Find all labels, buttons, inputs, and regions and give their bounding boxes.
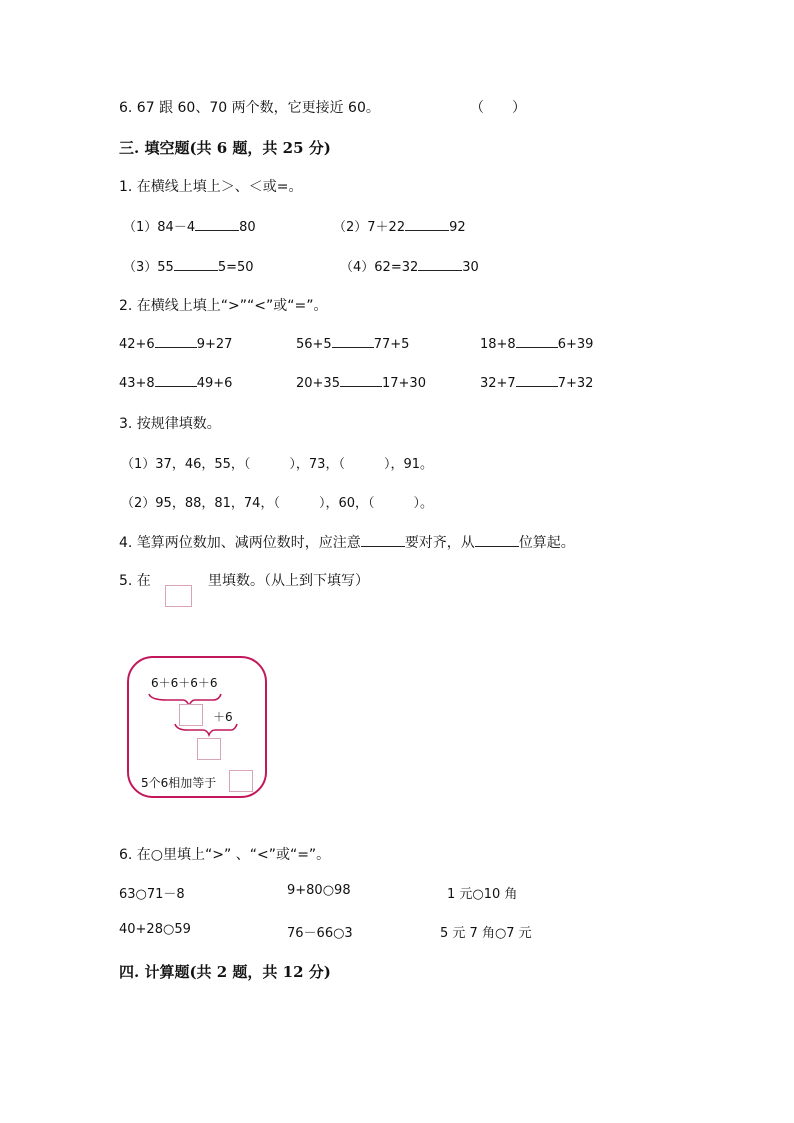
answer-box-3[interactable] xyxy=(229,770,253,792)
q4-text-3: 位算起。 xyxy=(518,535,575,551)
q1-item-3-left: （3）55 xyxy=(123,260,174,275)
answer-blank[interactable] xyxy=(516,335,558,348)
q2-item xyxy=(119,374,232,391)
q1-item-1-left: （1）84－4 xyxy=(123,220,196,235)
question-text: 6. 67 跟 60、70 两个数，它更接近 60。 xyxy=(119,100,380,116)
answer-blank[interactable] xyxy=(340,374,382,387)
q2-right: 7+32 xyxy=(557,376,594,391)
q2-left: 43+8 xyxy=(119,376,155,391)
answer-blank[interactable] xyxy=(155,335,197,348)
q3-line-1: （1）37，46，55，（ ），73，（ ），91。 xyxy=(121,457,433,472)
q2-left: 56+5 xyxy=(296,337,332,352)
question-5-post: 里填数。（从上到下填写） xyxy=(208,573,369,589)
q1-item-4-right: 30 xyxy=(462,260,479,275)
q1-item-2-left: （2）7＋22 xyxy=(333,220,406,235)
q2-right: 17+30 xyxy=(381,376,426,391)
answer-blank[interactable] xyxy=(361,534,405,547)
q1-item-1-right: 80 xyxy=(239,220,256,235)
q1-item-4-left: （4）62=32 xyxy=(340,260,419,275)
answer-box-2[interactable] xyxy=(197,738,221,760)
answer-blank[interactable] xyxy=(195,218,239,231)
q6-item: 76－66○3 xyxy=(287,926,353,941)
q2-left: 42+6 xyxy=(119,337,155,352)
question-4 xyxy=(119,532,575,552)
q2-item xyxy=(296,374,426,391)
figure-expression: 6＋6＋6＋6 xyxy=(151,676,218,690)
question-2-title: 2. 在横线上填上“>”“<”或“=”。 xyxy=(119,298,328,314)
q2-right: 49+6 xyxy=(196,376,233,391)
q2-item xyxy=(480,335,593,352)
answer-parentheses: （ ） xyxy=(470,100,526,116)
q2-right: 9+27 xyxy=(196,337,233,352)
answer-blank[interactable] xyxy=(405,218,449,231)
q6-item: 9+80○98 xyxy=(287,883,351,898)
answer-blank[interactable] xyxy=(155,374,197,387)
question-1-title: 1. 在横线上填上＞、＜或=。 xyxy=(119,179,303,195)
q6-item: 1 元○10 角 xyxy=(447,887,518,902)
q2-left: 20+35 xyxy=(296,376,340,391)
question-5-pre: 5. 在 xyxy=(119,573,151,589)
q3-line-2: （2）95，88，81，74，（ ），60，（ ）。 xyxy=(121,496,433,511)
answer-blank[interactable] xyxy=(516,374,558,387)
q6-item: 63○71－8 xyxy=(119,887,185,902)
q2-item xyxy=(480,374,593,391)
answer-box-1[interactable] xyxy=(179,704,203,726)
q2-item xyxy=(296,335,409,352)
question-3-title: 3. 按规律填数。 xyxy=(119,416,221,432)
figure-bottom-text: 5个6相加等于 xyxy=(141,776,217,790)
answer-box-sample xyxy=(165,585,192,607)
q1-item-2 xyxy=(333,216,466,235)
q5-figure-card xyxy=(127,656,267,798)
q4-text-1: 4. 笔算两位数加、减两位数时，应注意 xyxy=(119,535,361,551)
q4-text-2: 要对齐，从 xyxy=(404,535,475,551)
q1-item-4 xyxy=(340,256,479,275)
q6-item: 40+28○59 xyxy=(119,922,191,937)
q1-item-3-right: 5=50 xyxy=(217,260,254,275)
answer-blank[interactable] xyxy=(174,258,218,271)
q2-left: 32+7 xyxy=(480,376,516,391)
q2-right: 6+39 xyxy=(557,337,594,352)
question-6-previous xyxy=(119,97,380,117)
section-heading-3: 三. 填空题(共 6 题，共 25 分) xyxy=(119,139,331,157)
q1-item-3 xyxy=(123,256,254,275)
q1-item-2-right: 92 xyxy=(449,220,466,235)
answer-blank[interactable] xyxy=(332,335,374,348)
answer-blank[interactable] xyxy=(418,258,462,271)
q2-left: 18+8 xyxy=(480,337,516,352)
section-heading-4: 四. 计算题(共 2 题，共 12 分) xyxy=(119,963,331,981)
answer-blank[interactable] xyxy=(475,534,519,547)
q2-item xyxy=(119,335,232,352)
figure-plus-six: ＋6 xyxy=(213,710,233,724)
q1-item-1 xyxy=(123,216,256,235)
q2-right: 77+5 xyxy=(373,337,410,352)
question-6-title: 6. 在○里填上“>” 、“<”或“=”。 xyxy=(119,847,331,863)
q6-item: 5 元 7 角○7 元 xyxy=(440,926,532,941)
